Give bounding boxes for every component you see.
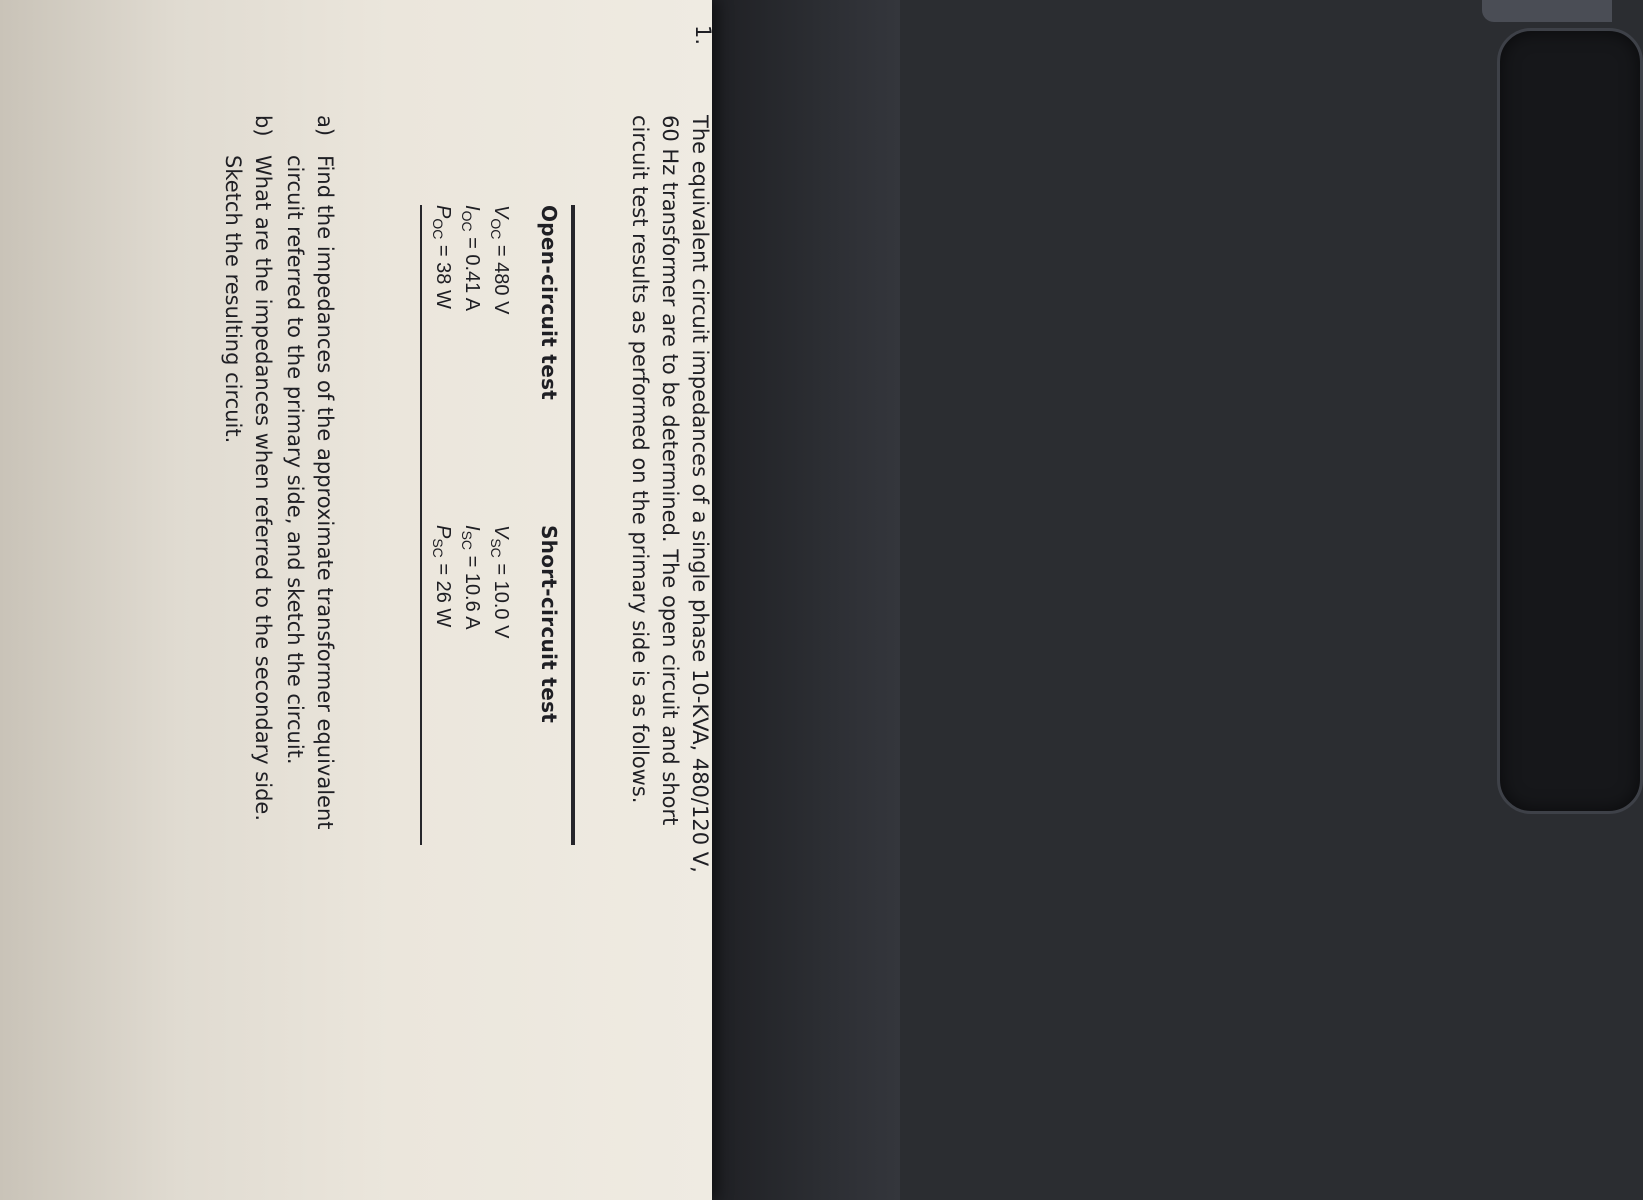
tablet-corner [1482,0,1612,22]
tablet-screen [1497,28,1643,814]
problem-number: 1. [691,25,715,46]
problem-line: The equivalent circuit impedances of a single phase 10-KVA, 480/120 V, [688,115,712,873]
worksheet-page [0,0,715,1200]
part-b-text [218,115,278,1175]
part-b-line: Sketch the resulting circuit. [221,155,245,444]
problem-text [625,115,715,1175]
vsc-value: $V_{SC} = 10.0$ V [488,525,512,639]
part-b [218,115,278,1175]
part-a-line: Find the impedances of the approximate transformer equivalent [313,155,337,830]
part-a-line: circuit referred to the primary side, and sketch the circuit. [283,155,307,765]
page-content [60,25,760,1185]
test-results-table [420,205,575,845]
voc-value: $V_{OC} = 480$ V [488,205,512,315]
part-a-text [280,115,340,1175]
part-b-label: b) [251,115,275,137]
short-circuit-values [428,525,515,845]
open-circuit-header: Open-circuit test [537,205,561,401]
part-a [280,115,340,1175]
problem-line: 60 Hz transformer are to be determined. The open circuit and short [658,115,682,826]
psc-value: $P_{SC} = 26$ W [430,525,454,628]
short-circuit-header: Short-circuit test [537,525,561,724]
problem-line: circuit test results as performed on the primary side is as follows. [628,115,652,804]
table-top-rule [571,205,575,845]
part-b-line: What are the impedances when referred to the secondary side. [251,155,275,822]
isc-value: $I_{SC} = 10.6$ A [459,525,483,630]
table-header-row [523,205,571,845]
table-body [428,205,523,845]
question-parts [216,115,340,1175]
part-a-label: a) [313,115,337,137]
open-circuit-values [428,205,515,525]
table-bottom-rule [420,205,422,845]
poc-value: $P_{OC} = 38$ W [430,205,454,309]
ioc-value: $I_{OC} = 0.41$ A [459,205,483,312]
